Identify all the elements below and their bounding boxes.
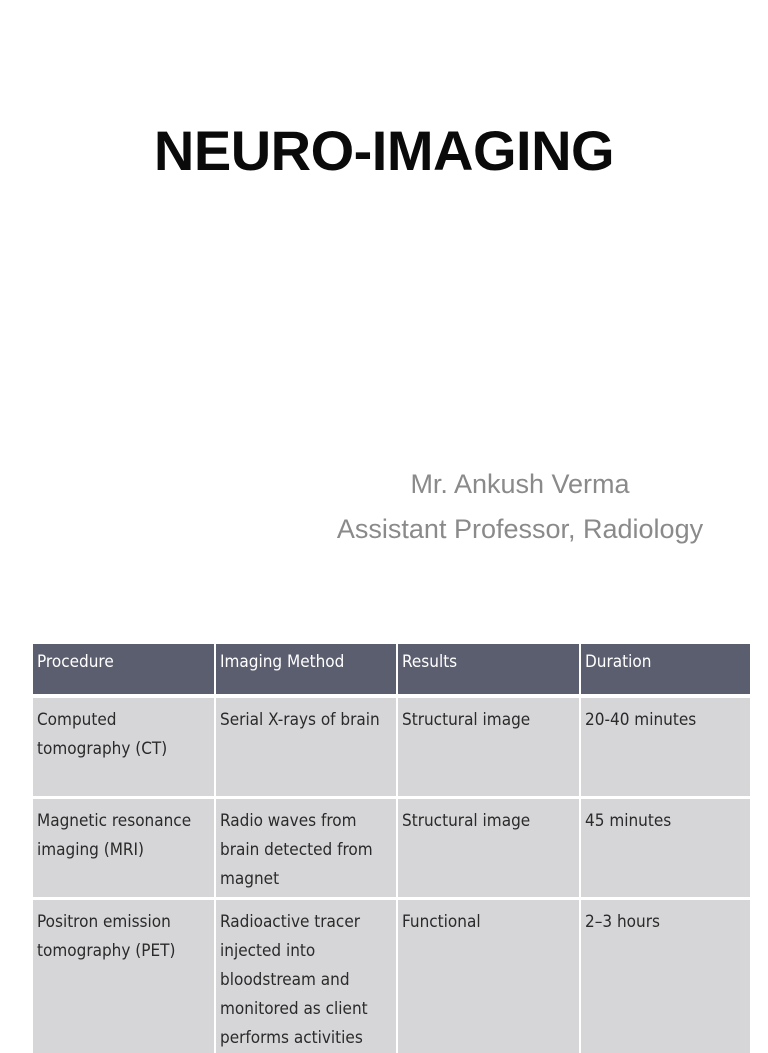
cell-results: Structural image <box>397 696 580 797</box>
cell-duration: 20-40 minutes <box>580 696 750 797</box>
cell-duration: 45 minutes <box>580 797 750 898</box>
presenter-info <box>300 462 740 552</box>
cell-imaging-method: Radio waves from brain detected from magnet <box>215 797 397 898</box>
header-procedure: Procedure <box>33 644 215 696</box>
header-results: Results <box>397 644 580 696</box>
header-duration: Duration <box>580 644 750 696</box>
cell-procedure: Magnetic resonance imaging (MRI) <box>33 797 215 898</box>
table-row <box>33 696 750 797</box>
cell-results: Functional <box>397 898 580 1053</box>
cell-procedure: Positron emission tomography (PET) <box>33 898 215 1053</box>
cell-duration: 2–3 hours <box>580 898 750 1053</box>
presenter-role: Assistant Professor, Radiology <box>336 514 704 544</box>
table-row <box>33 898 750 1053</box>
cell-results: Structural image <box>397 797 580 898</box>
presenter-name: Mr. Ankush Verma <box>410 469 630 499</box>
cell-imaging-method: Serial X-rays of brain <box>215 696 397 797</box>
header-imaging-method: Imaging Method <box>215 644 397 696</box>
cell-procedure: Computed tomography (CT) <box>33 696 215 797</box>
cell-imaging-method: Radioactive tracer injected into bloodstream and monitored as client performs activities <box>215 898 397 1053</box>
imaging-table <box>33 644 750 1053</box>
table-header-row <box>33 644 750 696</box>
slide-title: NEURO-IMAGING <box>153 119 615 182</box>
table-row <box>33 797 750 898</box>
